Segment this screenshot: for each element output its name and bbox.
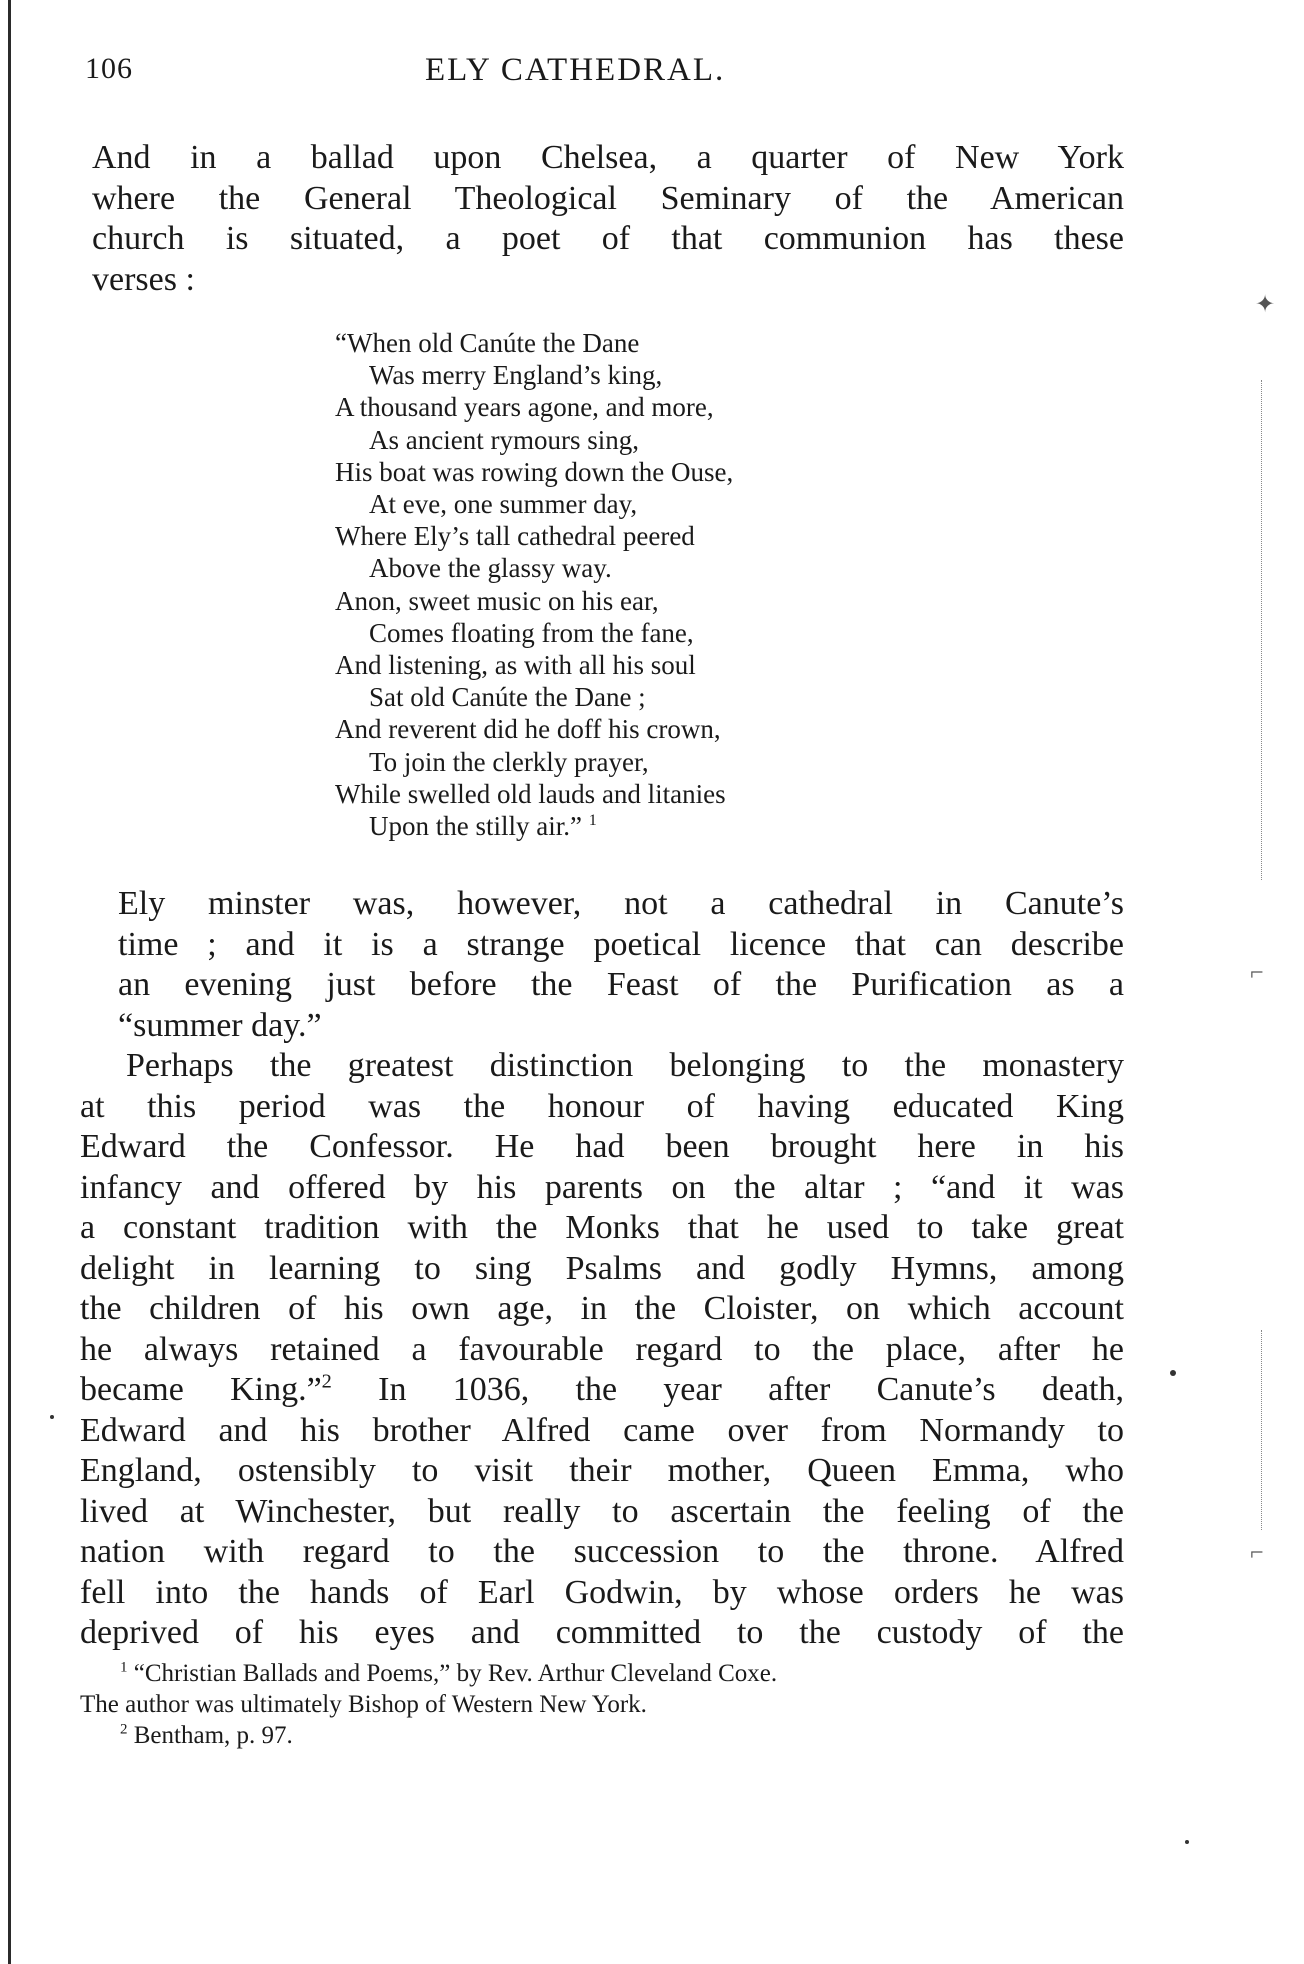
margin-noise <box>1261 1330 1263 1530</box>
footnote-1 <box>80 1658 1120 1689</box>
stray-dot <box>1185 1840 1189 1844</box>
poem-line-last <box>335 810 733 842</box>
text-line: an evening just before the Feast of the Purification as a <box>118 966 1124 1003</box>
margin-noise <box>1261 380 1263 880</box>
footnotes <box>80 1658 1120 1751</box>
footnote-1-cont: The author was ultimately Bishop of Western New York. <box>80 1691 647 1718</box>
footnote-2 <box>80 1720 1120 1751</box>
text-line: he always retained a favourable regard to the place, after he <box>80 1330 1124 1368</box>
poem-line: To join the clerkly prayer, <box>369 746 649 777</box>
text-line: a constant tradition with the Monks that he used to take great <box>80 1209 1124 1246</box>
footnote-ref: 2 <box>321 1370 332 1393</box>
poem-line: At eve, one summer day, <box>369 489 638 520</box>
text-line: “summer day.” <box>118 1006 322 1044</box>
paragraph-3 <box>80 1046 1124 1654</box>
stray-dot <box>1170 1370 1176 1376</box>
text-line <box>80 1370 1124 1411</box>
margin-mark-icon: ⌐ <box>1250 960 1264 986</box>
text-line: Ely minster was, however, not a cathedral in Canute’s <box>118 885 1124 922</box>
text-line: where the General Theological Seminary of the American <box>92 179 1124 217</box>
poem-line: And listening, as with all his soul <box>335 650 696 681</box>
poem-line: “When old Canúte the Dane <box>335 328 640 358</box>
text-line: Perhaps the greatest distinction belonging to the monastery <box>126 1047 1124 1084</box>
text-segment: In 1036, the year after Canute’s death, <box>331 1371 1124 1408</box>
text-line: lived at Winchester, but really to ascertain the feeling of the <box>80 1492 1124 1530</box>
paragraph-2 <box>118 884 1124 1046</box>
text-line: Edward and his brother Alfred came over from Normandy to <box>80 1411 1124 1449</box>
poem-line: And reverent did he doff his crown, <box>335 714 721 745</box>
text-line: Edward the Confessor. He had been brought here in his <box>80 1128 1124 1165</box>
poem-line: Where Ely’s tall cathedral peered <box>335 521 695 552</box>
poem-line: While swelled old lauds and litanies <box>335 778 726 809</box>
text-line: verses : <box>92 260 195 298</box>
footnote-ref: 1 <box>588 811 597 830</box>
text-line: delight in learning to sing Psalms and godly Hymns, among <box>80 1249 1124 1287</box>
footnote-text: “Christian Ballads and Poems,” by Rev. Arthur Cleveland Coxe. <box>133 1660 778 1687</box>
text-line: church is situated, a poet of that communion has these <box>92 220 1124 257</box>
footnote-text: Bentham, p. 97. <box>133 1722 293 1749</box>
poem-line: His boat was rowing down the Ouse, <box>335 456 734 487</box>
text-line: the children of his own age, in the Cloister, on which account <box>80 1290 1124 1327</box>
text-line: fell into the hands of Earl Godwin, by whose orders he was <box>80 1573 1124 1611</box>
text-line: nation with regard to the succession to the throne. Alfred <box>80 1533 1124 1570</box>
text-line: England, ostensibly to visit their mother, Queen Emma, who <box>80 1452 1124 1489</box>
text-line: at this period was the honour of having educated King <box>80 1087 1124 1125</box>
page-number: 106 <box>85 52 133 85</box>
poem-line: Was merry England’s king, <box>369 360 663 391</box>
binding-edge <box>8 0 11 1964</box>
footnote-marker: 1 <box>120 1659 128 1676</box>
poem-line: Sat old Canúte the Dane ; <box>369 682 646 713</box>
poem-line: Anon, sweet music on his ear, <box>335 585 659 616</box>
poem-line-text: Upon the stilly air.” <box>369 811 582 842</box>
intro-paragraph <box>92 138 1124 300</box>
running-head <box>85 52 815 96</box>
poem-line: A thousand years agone, and more, <box>335 392 714 423</box>
margin-mark-icon: ⌐ <box>1250 1540 1264 1566</box>
running-title: ELY CATHEDRAL. <box>425 52 726 88</box>
text-line: time ; and it is a strange poetical licence that can describe <box>118 925 1124 963</box>
stray-dot <box>50 1415 54 1419</box>
text-line: infancy and offered by his parents on the altar ; “and it was <box>80 1168 1124 1206</box>
text-segment: became King.” <box>80 1371 322 1408</box>
poem-line: Above the glassy way. <box>369 553 612 584</box>
poem-line: Comes floating from the fane, <box>369 617 694 648</box>
text-line: And in a ballad upon Chelsea, a quarter of New York <box>92 139 1124 176</box>
margin-mark-icon: ✦ <box>1255 292 1276 318</box>
text-line: deprived of his eyes and committed to the custody of the <box>80 1614 1124 1651</box>
poem-block <box>335 327 733 842</box>
footnote-marker: 2 <box>120 1721 128 1738</box>
poem-line: As ancient rymours sing, <box>369 424 639 455</box>
